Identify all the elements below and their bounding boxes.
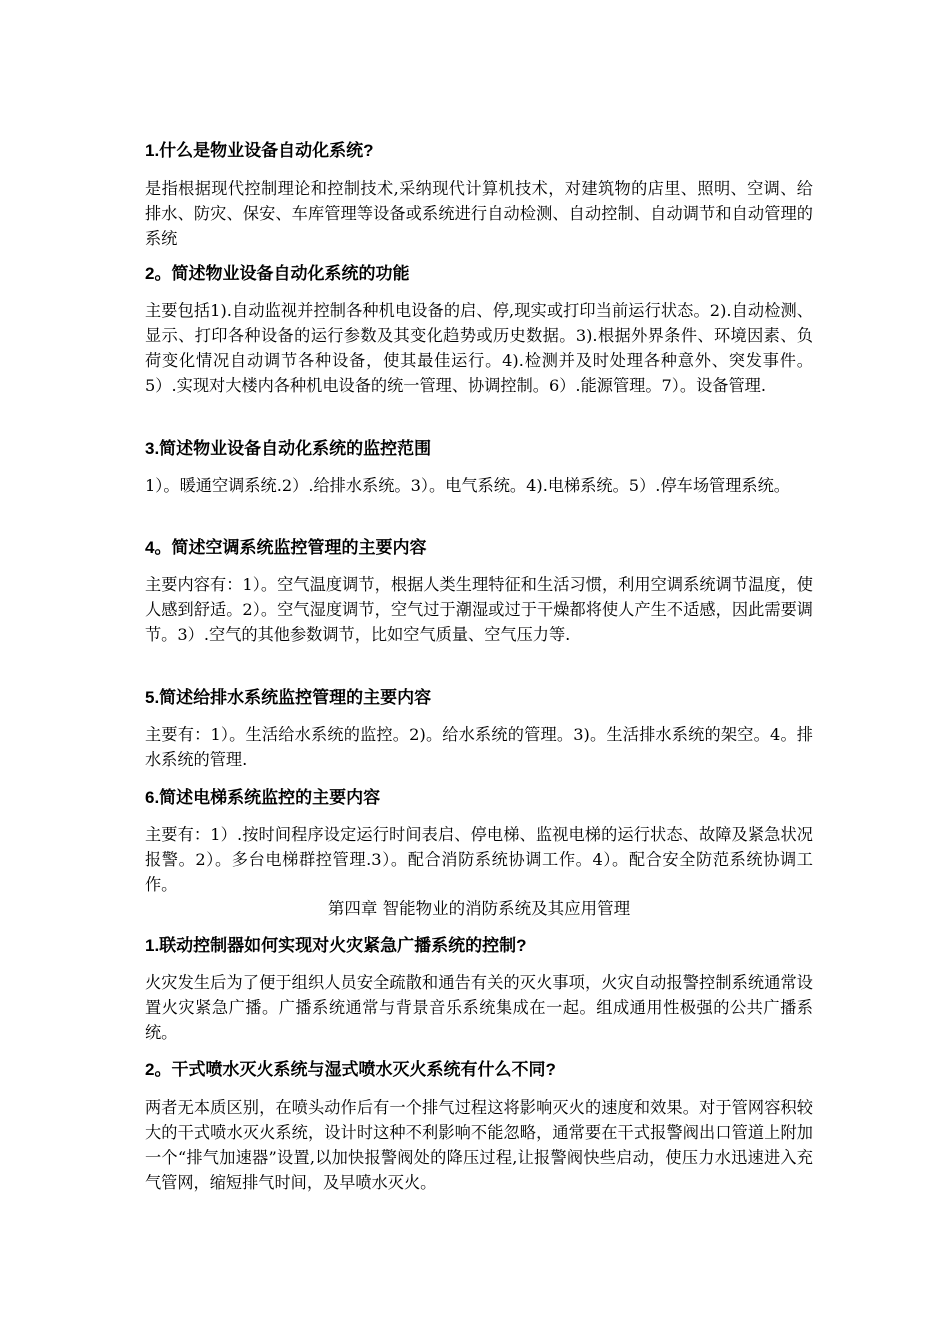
section-4-body-wrap [145, 572, 813, 647]
section-body: 主要内容有：1）。空气温度调节，根据人类生理特征和生活习惯，利用空调系统调节温度，使人感到舒适。2）。空气湿度调节，空气过于潮湿或过于干燥都将使人产生不适感，因此需要调节。3）.空气的其他参数调节，比如空气质量、空气压力等. [145, 575, 813, 644]
section-1-body-wrap [145, 176, 813, 251]
chapter-section-2-body-wrap [145, 1095, 813, 1195]
section-heading: 3.简述物业设备自动化系统的监控范围 [145, 439, 432, 458]
section-6-body-wrap [145, 822, 813, 897]
section-3 [145, 438, 813, 460]
section-5 [145, 687, 813, 709]
section-body: 1）。暖通空调系统.2）.给排水系统。3）。电气系统。4).电梯系统。5）.停车场管理系统。 [145, 476, 790, 495]
section-body: 主要有：1）。生活给水系统的监控。2)。给水系统的管理。3)。生活排水系统的架空。4。排水系统的管理. [145, 725, 813, 769]
section-body: 火灾发生后为了便于组织人员安全疏散和通告有关的灭火事项，火灾自动报警控制系统通常设置火灾紧急广播。广播系统通常与背景音乐系统集成在一起。组成通用性极强的公共广播系统。 [145, 973, 813, 1042]
section-2 [145, 263, 813, 285]
section-body: 主要包括1).自动监视并控制各种机电设备的启、停,现实或打印当前运行状态。2).自动检测、显示、打印各种设备的运行参数及其变化趋势或历史数据。3).根据外界条件、环境因素、负荷变化情况自动调节各种设备，使其最佳运行。4).检测并及时处理各种意外、突发事件。5）.实现对大楼内各种机电设备的统一管理、协调控制。6）.能源管理。7）。设备管理. [145, 301, 813, 395]
section-heading: 5.简述给排水系统监控管理的主要内容 [145, 688, 432, 707]
section-2-body-wrap [145, 298, 813, 398]
chapter-section-1 [145, 935, 813, 957]
chapter-section-2 [145, 1059, 813, 1081]
section-3-body-wrap [145, 473, 813, 498]
section-heading: 4。简述空调系统监控管理的主要内容 [145, 538, 427, 557]
chapter-title: 第四章 智能物业的消防系统及其应用管理 [327, 899, 631, 918]
section-5-body-wrap [145, 722, 813, 772]
section-body: 是指根据现代控制理论和控制技术,采纳现代计算机技术，对建筑物的店里、照明、空调、给排水、防灾、保安、车库管理等设备或系统进行自动检测、自动控制、自动调节和自动管理的系统 [145, 179, 813, 248]
section-heading: 2。简述物业设备自动化系统的功能 [145, 264, 410, 283]
section-4 [145, 537, 813, 559]
section-heading: 6.简述电梯系统监控的主要内容 [145, 788, 381, 807]
section-body: 主要有：1）.按时间程序设定运行时间表启、停电梯、监视电梯的运行状态、故障及紧急状况报警。2）。多台电梯群控管理.3）。配合消防系统协调工作。4）。配合安全防范系统协调工作。 [145, 825, 813, 894]
section-heading: 2。干式喷水灭火系统与湿式喷水灭火系统有什么不同? [145, 1060, 556, 1079]
section-1 [145, 140, 813, 162]
section-6 [145, 787, 813, 809]
section-body: 两者无本质区别，在喷头动作后有一个排气过程这将影响灭火的速度和效果。对于管网容积较大的干式喷水灭火系统，设计时这种不利影响不能忽略，通常要在干式报警阀出口管道上附加一个“排气加速器”设置,以加快报警阀处的降压过程,让报警阀快些启动，使压力水迅速进入充气管网，缩短排气时间，及早喷水灭火。 [145, 1098, 813, 1192]
section-heading: 1.联动控制器如何实现对火灾紧急广播系统的控制? [145, 936, 527, 955]
section-heading: 1.什么是物业设备自动化系统? [145, 141, 374, 160]
chapter-section-1-body-wrap [145, 970, 813, 1045]
